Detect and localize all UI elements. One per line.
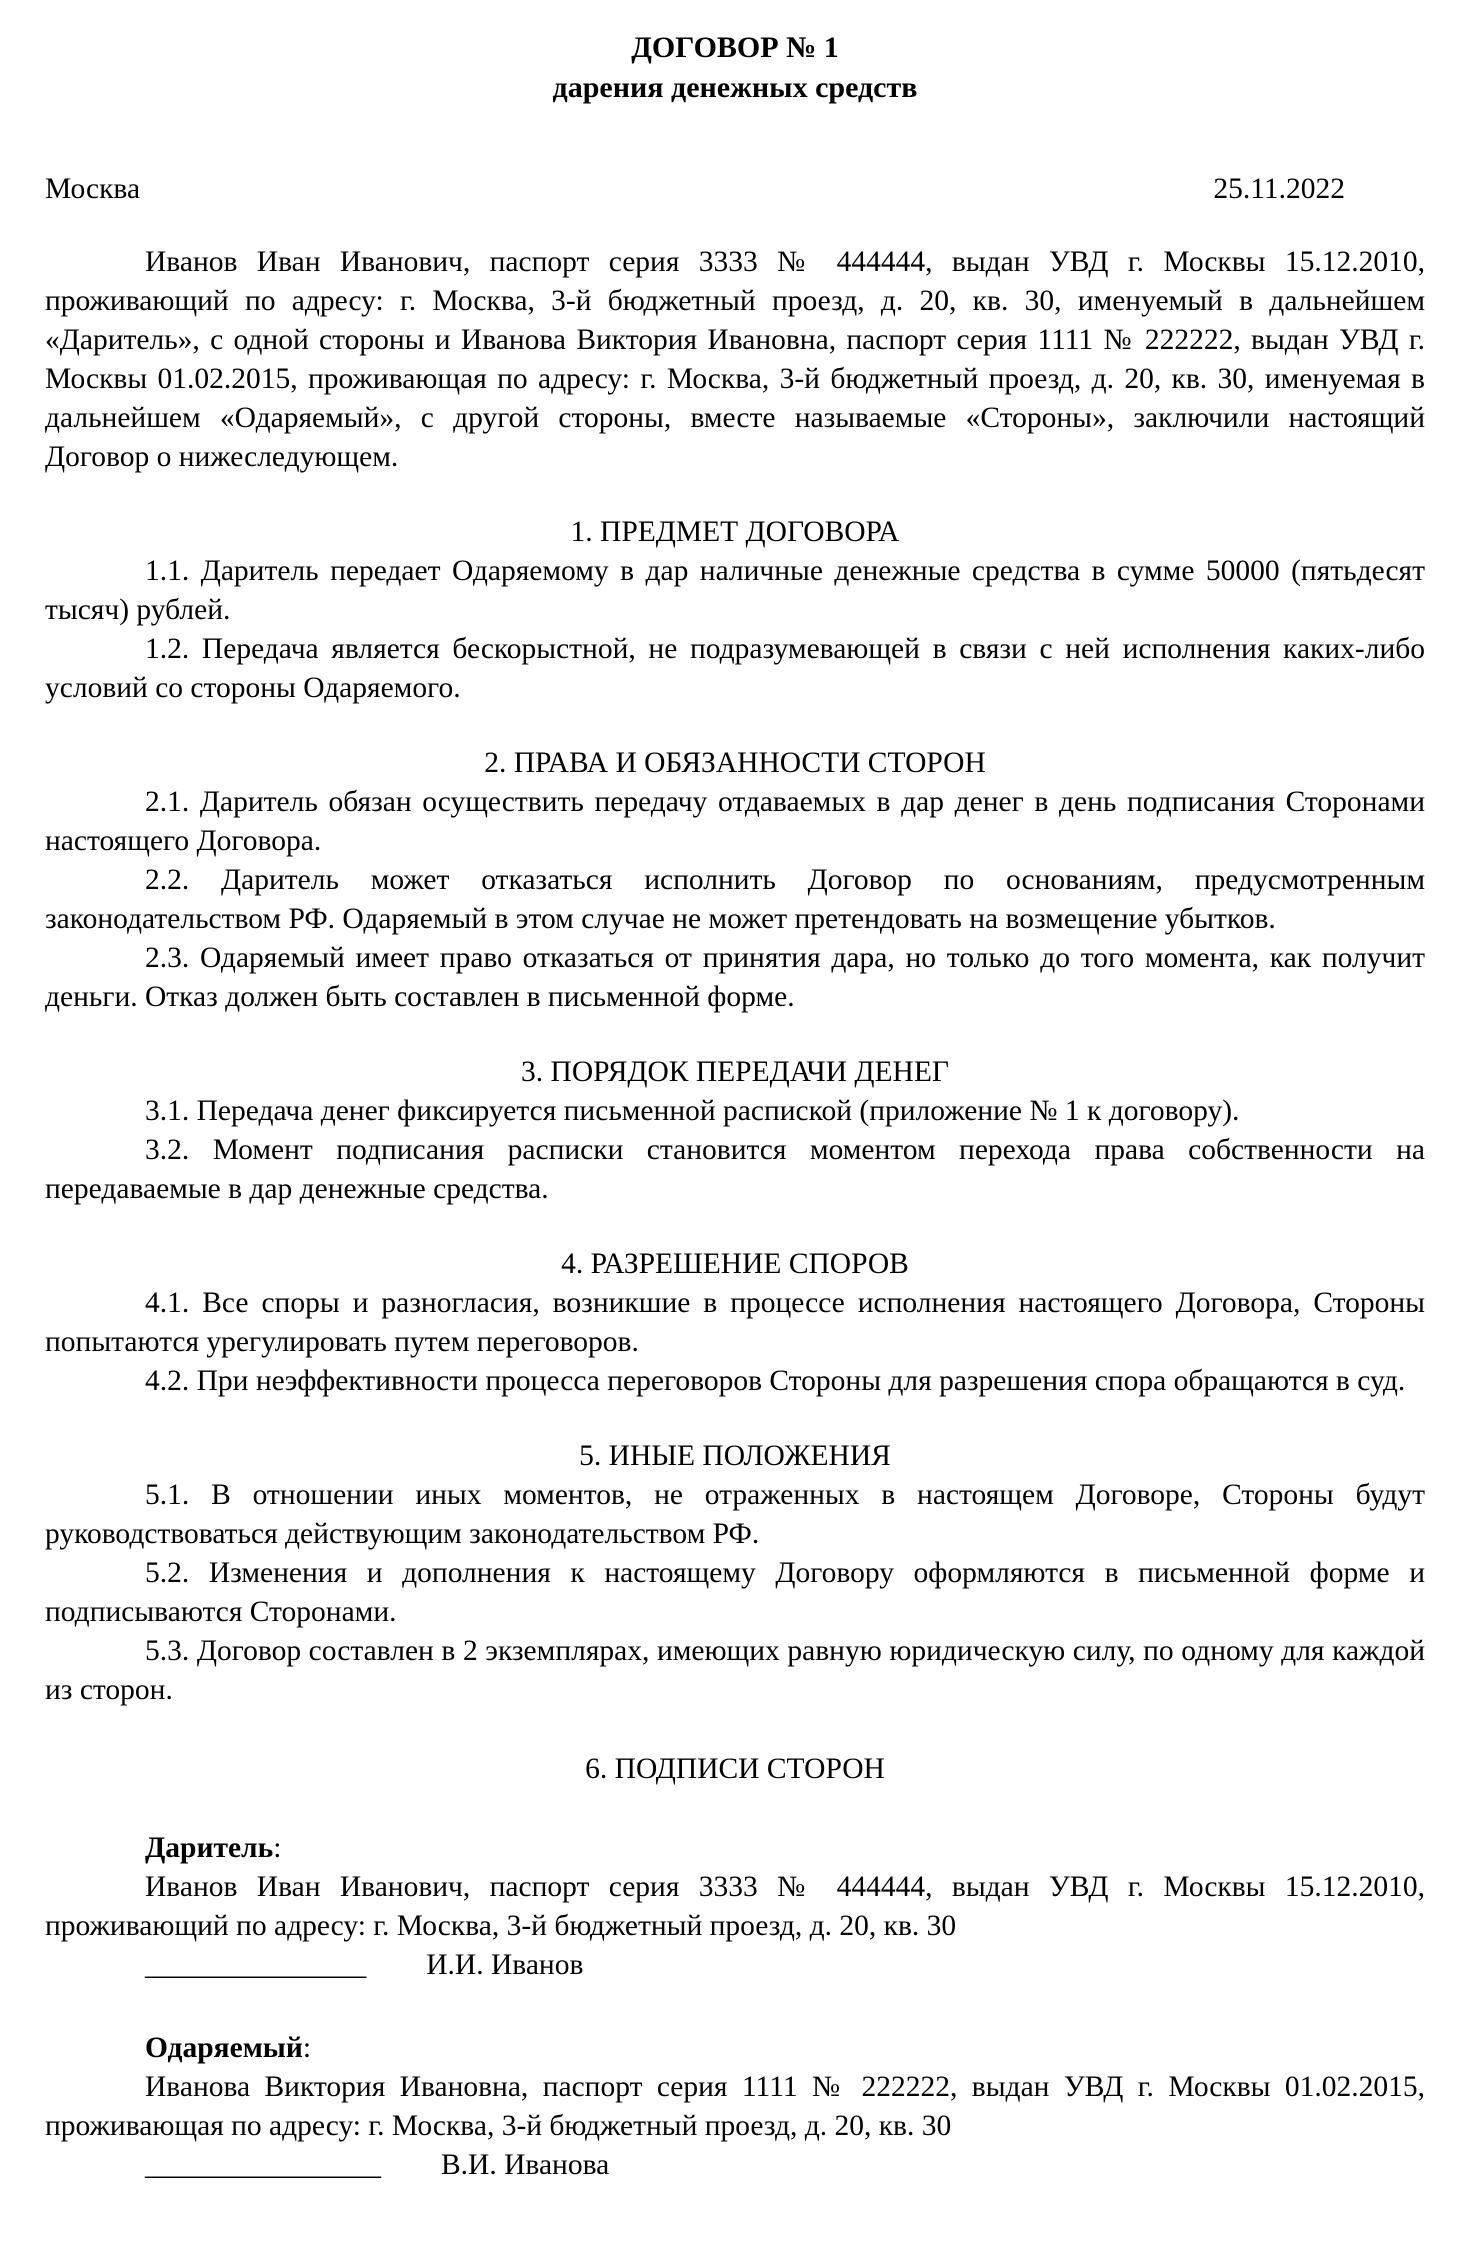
- clause: 2.2. Даритель может отказаться исполнить Договор по основаниям, предусмотренным законодательством РФ. Одаряемый в этом случае не может претендовать на возмещение убытков.: [45, 864, 1425, 935]
- section-heading: 1. ПРЕДМЕТ ДОГОВОРА: [570, 516, 900, 548]
- recipient-signature-block: [45, 2029, 1425, 2185]
- clause: 4.2. При неэффективности процесса переговоров Стороны для разрешения спора обращаются в суд.: [145, 1365, 1406, 1397]
- document-subtitle: дарения денежных средств: [552, 71, 918, 104]
- clause: 5.3. Договор составлен в 2 экземплярах, имеющих равную юридическую силу, по одному для каждой из сторон.: [45, 1635, 1425, 1706]
- donor-role-label: Даритель: [145, 1832, 274, 1864]
- section-2: [45, 744, 1425, 1017]
- clause: 5.1. В отношении иных моментов, не отраженных в настоящем Договоре, Стороны будут руководствоваться действующим законодательством РФ.: [45, 1479, 1425, 1550]
- section-heading: 5. ИНЫЕ ПОЛОЖЕНИЯ: [579, 1440, 891, 1472]
- section-heading: 2. ПРАВА И ОБЯЗАННОСТИ СТОРОН: [484, 747, 986, 779]
- clause: 5.2. Изменения и дополнения к настоящему Договору оформляются в письменной форме и подписываются Сторонами.: [45, 1557, 1425, 1628]
- donor-details: Иванов Иван Иванович, паспорт серия 3333 № 444444, выдан УВД г. Москвы 15.12.2010, проживающий по адресу: г. Москва, 3-й бюджетный проезд, д. 20, кв. 30: [45, 1871, 1425, 1942]
- signature-blank: _______________: [145, 1949, 367, 1981]
- intro-paragraph: Иванов Иван Иванович, паспорт серия 3333 № 444444, выдан УВД г. Москвы 15.12.2010, проживающий по адресу: г. Москва, 3-й бюджетный проезд, д. 20, кв. 30, именуемый в дальнейшем «Даритель», с одной стороны и Иванова Виктория Ивановна, паспорт серия 1111 № 222222, выдан УВД г. Москвы 01.02.2015, проживающая по адресу: г. Москва, 3-й бюджетный проезд, д. 20, кв. 30, именуемая в дальнейшем «Одаряемый», с другой стороны, вместе называемые «Стороны», заключили настоящий Договор о нижеследующем.: [45, 246, 1425, 473]
- section-5: [45, 1437, 1425, 1710]
- signature-blank: ________________: [145, 2149, 381, 2181]
- clause: 3.2. Момент подписания расписки становится моментом перехода права собственности на передаваемые в дар денежные средства.: [45, 1134, 1425, 1205]
- donor-role: Даритель:: [145, 1832, 282, 1864]
- section-1: [45, 513, 1425, 708]
- clause: 4.1. Все споры и разногласия, возникшие в процессе исполнения настоящего Договора, Стороны попытаются урегулировать путем переговоров.: [45, 1287, 1425, 1358]
- section-heading: 3. ПОРЯДОК ПЕРЕДАЧИ ДЕНЕГ: [521, 1056, 949, 1088]
- document-page: [45, 28, 1425, 2185]
- recipient-role-label: Одаряемый: [145, 2032, 303, 2064]
- recipient-role: Одаряемый:: [145, 2032, 312, 2064]
- city: Москва: [45, 173, 141, 205]
- donor-signature-block: [45, 1829, 1425, 1985]
- section-3: [45, 1053, 1425, 1209]
- clause: 2.3. Одаряемый имеет право отказаться от принятия дара, но только до того момента, как получит деньги. Отказ должен быть составлен в письменной форме.: [45, 942, 1425, 1013]
- clause: 1.2. Передача является бескорыстной, не подразумевающей в связи с ней исполнения каких-либо условий со стороны Одаряемого.: [45, 633, 1425, 704]
- recipient-sign-line: [45, 2146, 1425, 2185]
- section-4: [45, 1245, 1425, 1401]
- place-date-row: [45, 170, 1425, 209]
- contract-date: 25.11.2022: [1213, 173, 1345, 205]
- clause: 3.1. Передача денег фиксируется письменной распиской (приложение № 1 к договору).: [145, 1095, 1240, 1127]
- recipient-name: В.И. Иванова: [441, 2149, 610, 2181]
- section-heading: 4. РАЗРЕШЕНИЕ СПОРОВ: [561, 1248, 909, 1280]
- donor-sign-line: [45, 1946, 1425, 1985]
- donor-name: И.И. Иванов: [426, 1949, 584, 1981]
- document-title: ДОГОВОР № 1: [631, 31, 839, 64]
- clause: 2.1. Даритель обязан осуществить передачу отдаваемых в дар денег в день подписания Сторонами настоящего Договора.: [45, 786, 1425, 857]
- recipient-details: Иванова Виктория Ивановна, паспорт серия 1111 № 222222, выдан УВД г. Москвы 01.02.2015, проживающая по адресу: г. Москва, 3-й бюджетный проезд, д. 20, кв. 30: [45, 2071, 1425, 2142]
- signatures-heading: 6. ПОДПИСИ СТОРОН: [585, 1753, 885, 1785]
- clause: 1.1. Даритель передает Одаряемому в дар наличные денежные средства в сумме 50000 (пятьдесят тысяч) рублей.: [45, 555, 1425, 626]
